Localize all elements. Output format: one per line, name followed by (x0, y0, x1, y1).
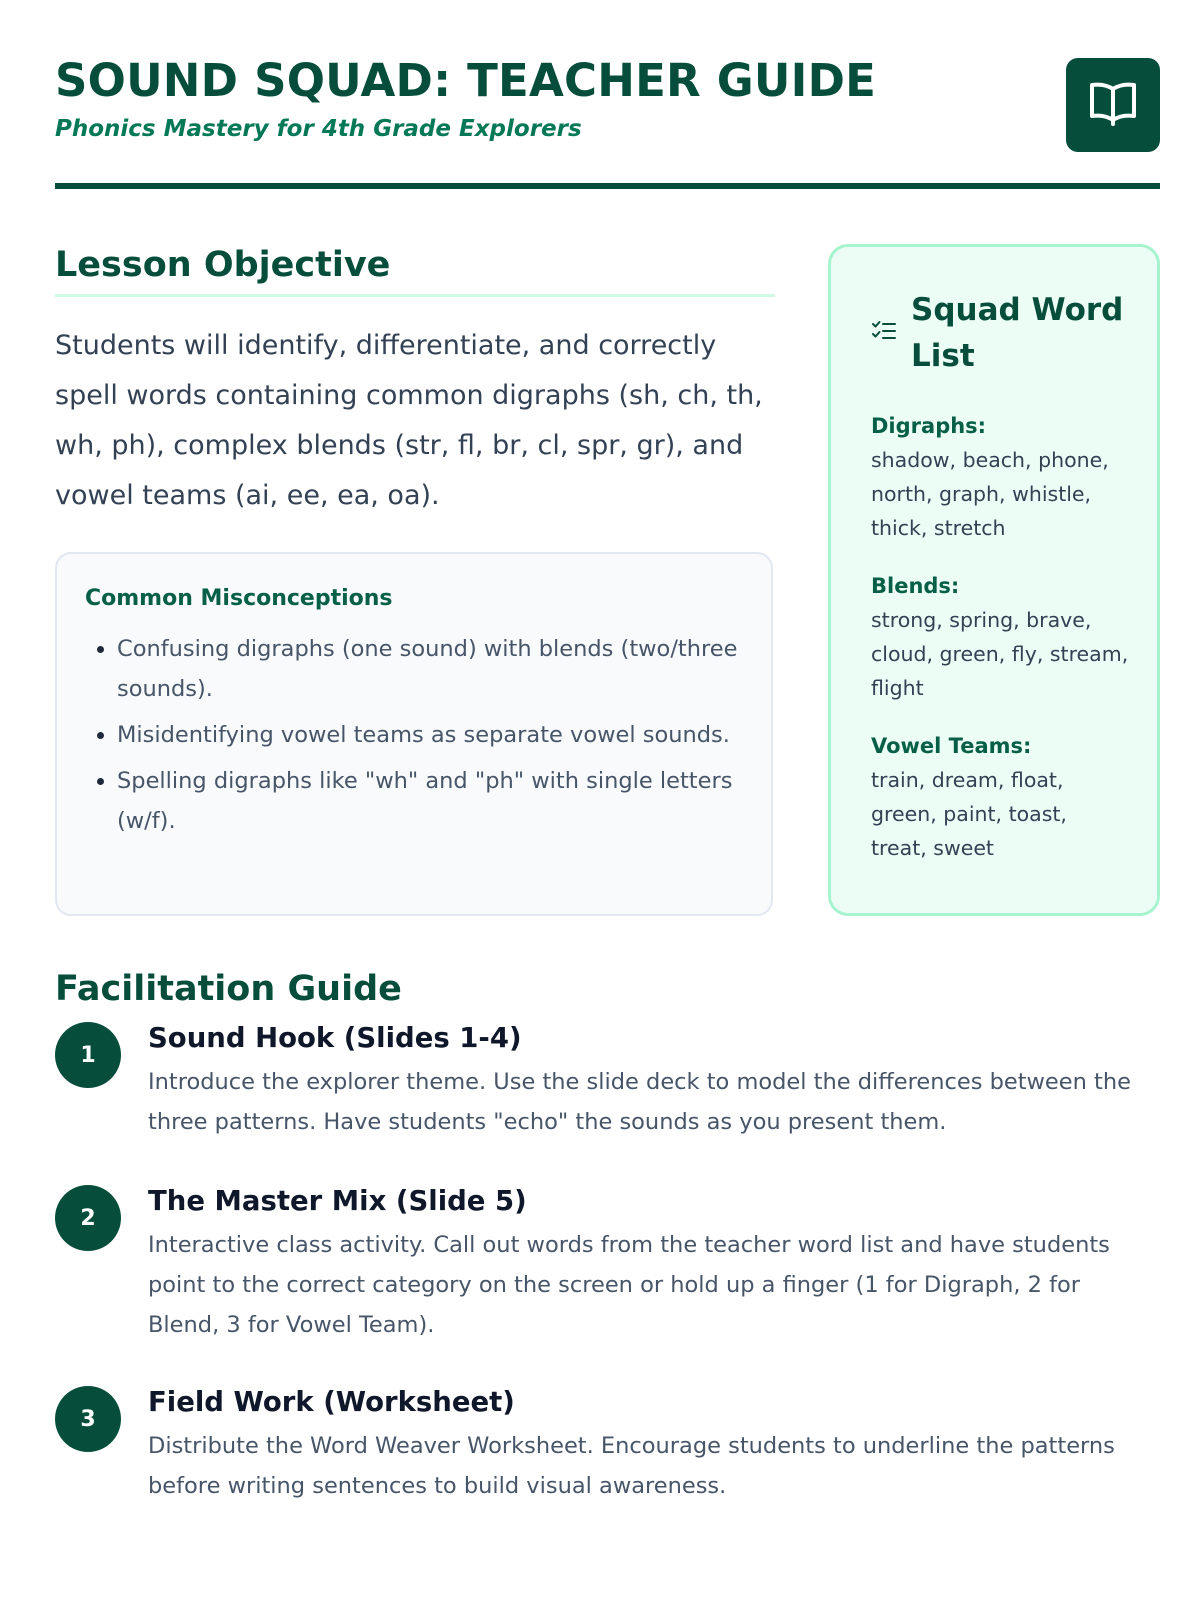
word-group-blends (871, 569, 1129, 705)
step-title: Sound Hook (Slides 1-4) (148, 1022, 522, 1054)
facilitation-guide-section (55, 968, 1160, 1499)
step-body (148, 1181, 1148, 1345)
lesson-objective-section (55, 244, 775, 521)
step-number-badge: 3 (55, 1386, 121, 1452)
teacher-guide-page (55, 0, 1160, 1600)
page-header (55, 50, 1160, 190)
header-divider (55, 183, 1160, 189)
step-number-badge: 2 (55, 1185, 121, 1251)
checklist-icon (871, 320, 897, 346)
word-list-header (871, 287, 1129, 379)
word-group-words: strong, spring, brave, cloud, green, fly, stream, flight (871, 608, 1129, 700)
misconception-item: • Misidentifying vowel teams as separate vowel sounds. (117, 715, 743, 755)
step-description: Interactive class activity. Call out words from the teacher word list and have students point to the correct category on the screen or hold up a finger (1 for Digraph, 2 for Blend, 3 for Vowel Team). (148, 1232, 1110, 1338)
misconceptions-title: Common Misconceptions (85, 586, 393, 611)
step-body (148, 1382, 1148, 1506)
step-number-badge: 1 (55, 1022, 121, 1088)
word-group-label: Vowel Teams: (871, 734, 1032, 758)
word-list-card (828, 244, 1160, 916)
misconceptions-list (85, 629, 743, 841)
word-list-title: Squad Word List (911, 292, 1124, 374)
misconception-item: • Spelling digraphs like "wh" and "ph" with single letters (w/f). (117, 761, 743, 841)
word-group-words: train, dream, float, green, paint, toast, treat, sweet (871, 768, 1067, 860)
book-badge (1066, 58, 1160, 152)
open-book-icon (1088, 80, 1138, 130)
lesson-objective-text: Students will identify, differentiate, and correctly spell words containing common digraphs (sh, ch, th, wh, ph), complex blends (str, fl, br, cl, spr, gr), and vowel teams (ai, ee, ea, oa). (55, 329, 763, 511)
page-title: SOUND SQUAD: TEACHER GUIDE (55, 54, 877, 107)
misconception-item: • Confusing digraphs (one sound) with blends (two/three sounds). (117, 629, 743, 709)
step-body (148, 1018, 1148, 1142)
page-subtitle: Phonics Mastery for 4th Grade Explorers (55, 116, 582, 142)
facilitation-guide-heading: Facilitation Guide (55, 969, 402, 1009)
step-title: The Master Mix (Slide 5) (148, 1185, 527, 1217)
misconceptions-box (55, 552, 773, 916)
step-description: Introduce the explorer theme. Use the slide deck to model the differences between the three patterns. Have students "echo" the sounds as you present them. (148, 1069, 1131, 1135)
step-title: Field Work (Worksheet) (148, 1386, 515, 1418)
word-group-vowel-teams (871, 729, 1129, 865)
word-group-words: shadow, beach, phone, north, graph, whistle, thick, stretch (871, 448, 1109, 540)
step-description: Distribute the Word Weaver Worksheet. Encourage students to underline the patterns before writing sentences to build visual awareness. (148, 1433, 1115, 1499)
lesson-objective-heading: Lesson Objective (55, 244, 775, 297)
word-group-label: Blends: (871, 574, 960, 598)
word-group-label: Digraphs: (871, 414, 987, 438)
word-group-digraphs (871, 409, 1129, 545)
